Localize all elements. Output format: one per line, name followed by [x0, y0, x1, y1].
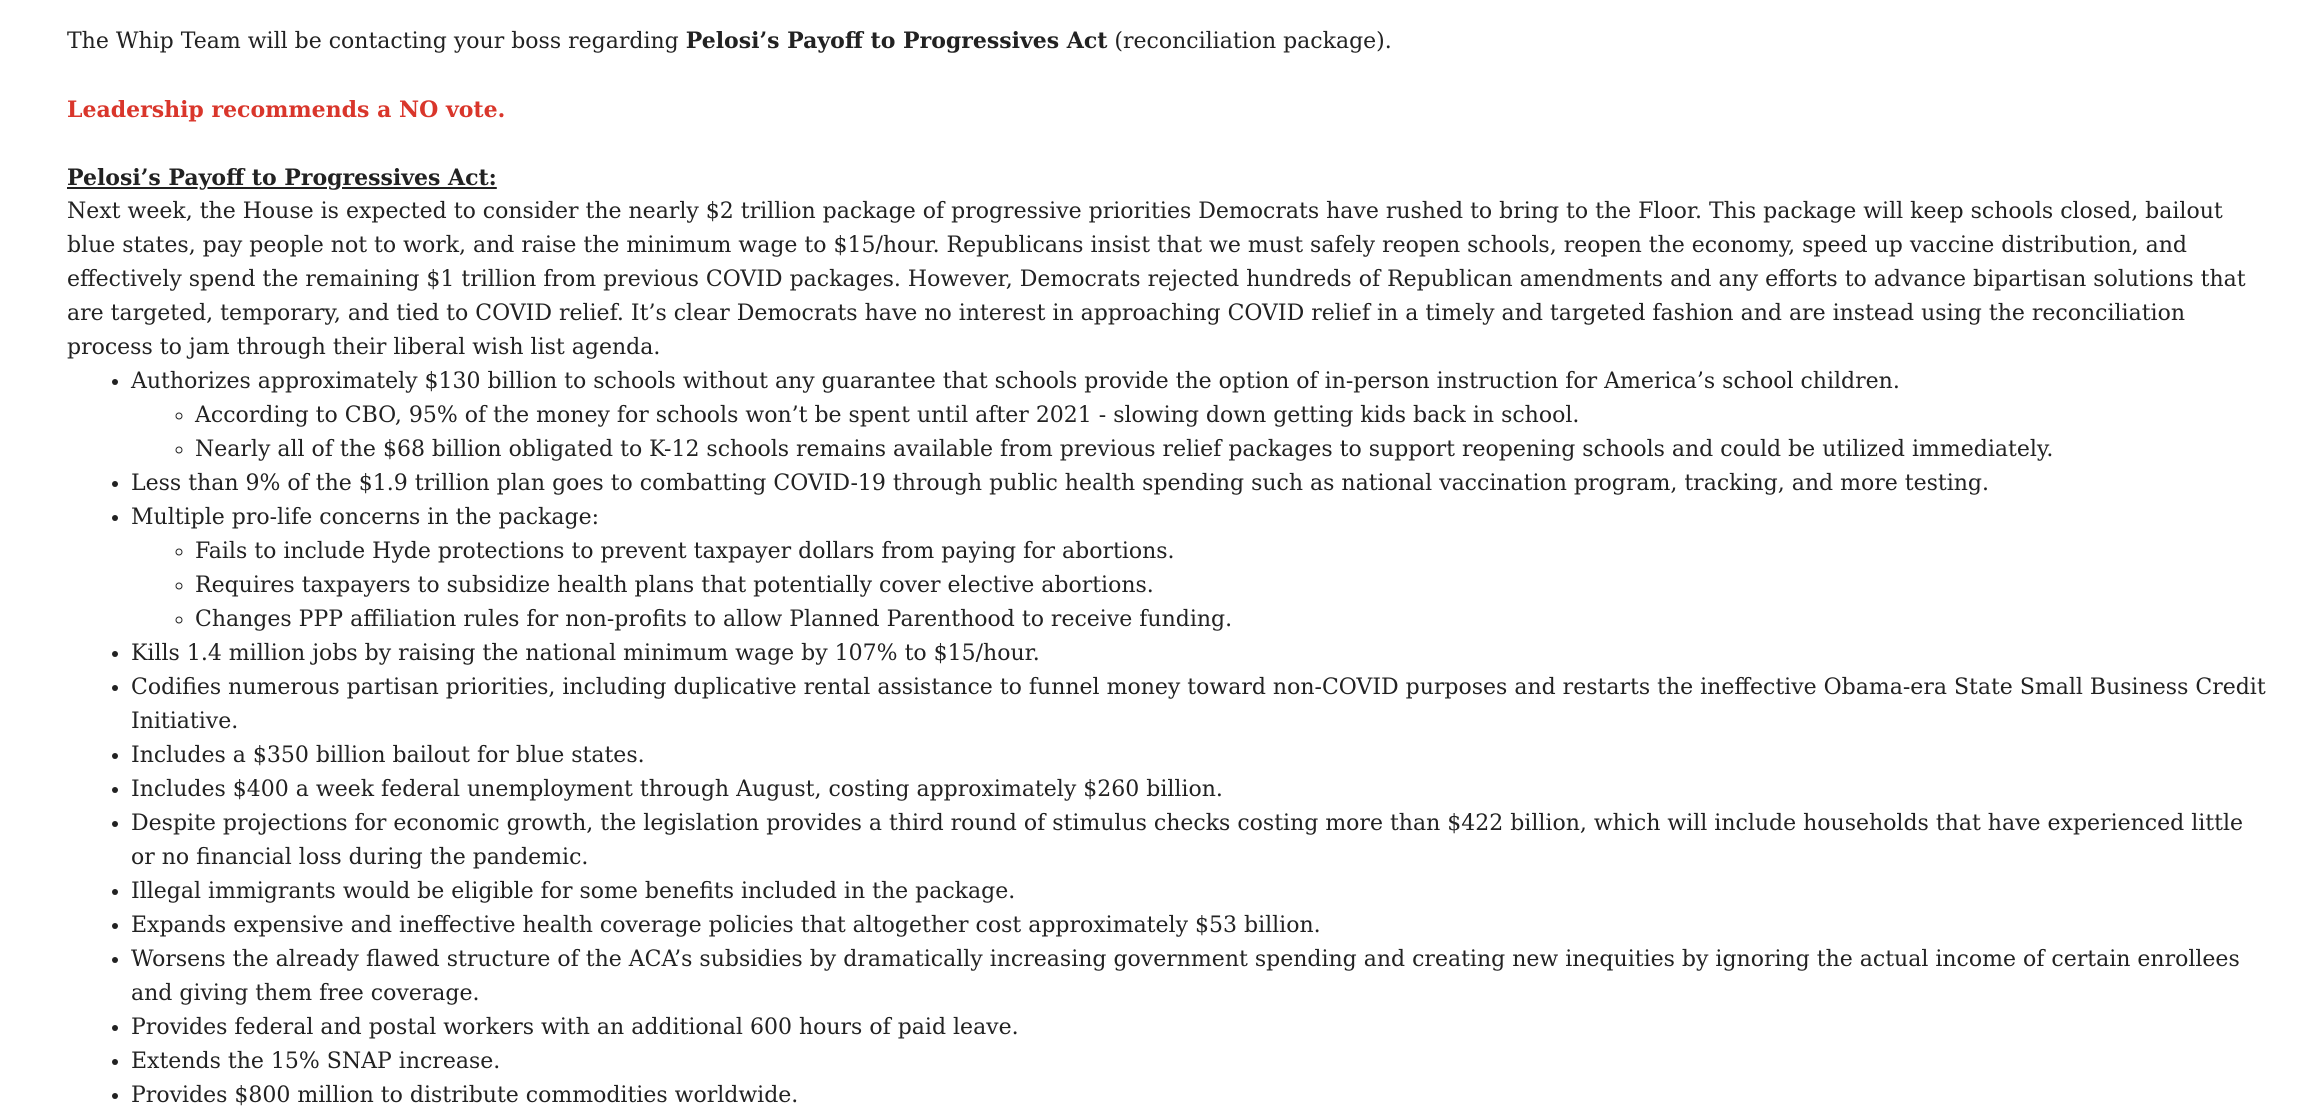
list-item [131, 365, 2268, 467]
sub-list-item: ◦ According to CBO, 95% of the money for schools won’t be spent until after 2021 - slowing down getting kids back in school. [195, 399, 2268, 433]
list-item: • Kills 1.4 million jobs by raising the national minimum wage by 107% to $15/hour. [131, 637, 2268, 671]
list-item: • Provides $800 million to distribute commodities worldwide. [131, 1079, 2268, 1113]
list-item: • Provides federal and postal workers with an additional 600 hours of paid leave. [131, 1011, 2268, 1045]
list-item: • Extends the 15% SNAP increase. [131, 1045, 2268, 1079]
intro-suffix: (reconciliation package). [1107, 29, 1392, 54]
intro-paragraph [67, 24, 2268, 59]
sub-list-item: ◦ Requires taxpayers to subsidize health plans that potentially cover elective abortions. [195, 569, 2268, 603]
list-item: • Despite projections for economic growth, the legislation provides a third round of stimulus checks costing more than $422 billion, which will include households that have experienced little or no financial loss during the pandemic. [131, 807, 2268, 875]
list-item [131, 501, 2268, 637]
list-item: • Includes $400 a week federal unemployment through August, costing approximately $260 billion. [131, 773, 2268, 807]
intro-prefix: The Whip Team will be contacting your boss regarding [67, 29, 686, 54]
sub-list-item: ◦ Changes PPP affiliation rules for non-profits to allow Planned Parenthood to receive funding. [195, 603, 2268, 637]
list-item-text: Authorizes approximately $130 billion to schools without any guarantee that schools provide the option of in-person instruction for America’s school children. [131, 369, 1900, 394]
sub-list-item: ◦ Nearly all of the $68 billion obligated to K-12 schools remains available from previous relief packages to support reopening schools and could be utilized immediately. [195, 433, 2268, 467]
list-item: • Includes a $350 billion bailout for blue states. [131, 739, 2268, 773]
vote-recommendation: Leadership recommends a NO vote. [67, 97, 506, 123]
list-item: • Worsens the already flawed structure of the ACA’s subsidies by dramatically increasing government spending and creating new inequities by ignoring the actual income of certain enrollees and giving them free coverage. [131, 943, 2268, 1011]
list-item: • Codifies numerous partisan priorities, including duplicative rental assistance to funnel money toward non-COVID purposes and restarts the ineffective Obama-era State Small Business Credit Initiative. [131, 671, 2268, 739]
list-item-text: Multiple pro-life concerns in the package: [131, 505, 599, 530]
section-title: Pelosi’s Payoff to Progressives Act: [67, 165, 497, 191]
list-item: • Illegal immigrants would be eligible for some benefits included in the package. [131, 875, 2268, 909]
sub-list [131, 399, 2268, 467]
section-paragraph: Next week, the House is expected to consider the nearly $2 trillion package of progressive priorities Democrats have rushed to bring to the Floor. This package will keep schools closed, bailout blue states, pay people not to work, and raise the minimum wage to $15/hour. Republicans insist that we must safely reopen schools, reopen the economy, speed up vaccine distribution, and effectively spend the remaining $1 trillion from previous COVID packages. However, Democrats rejected hundreds of Republican amendments and any efforts to advance bipartisan solutions that are targeted, temporary, and tied to COVID relief. It’s clear Democrats have no interest in approaching COVID relief in a timely and targeted fashion and are instead using the reconciliation process to jam through their liberal wish list agenda. [67, 199, 2246, 360]
sub-list-item: ◦ Fails to include Hyde protections to prevent taxpayer dollars from paying for abortions. [195, 535, 2268, 569]
list-item: • Less than 9% of the $1.9 trillion plan goes to combatting COVID-19 through public health spending such as national vaccination program, tracking, and more testing. [131, 467, 2268, 501]
bullet-list [67, 365, 2268, 1113]
list-item: • Expands expensive and ineffective health coverage policies that altogether cost approximately $53 billion. [131, 909, 2268, 943]
sub-list [131, 535, 2268, 637]
intro-bill-name: Pelosi’s Payoff to Progressives Act [685, 28, 1108, 54]
